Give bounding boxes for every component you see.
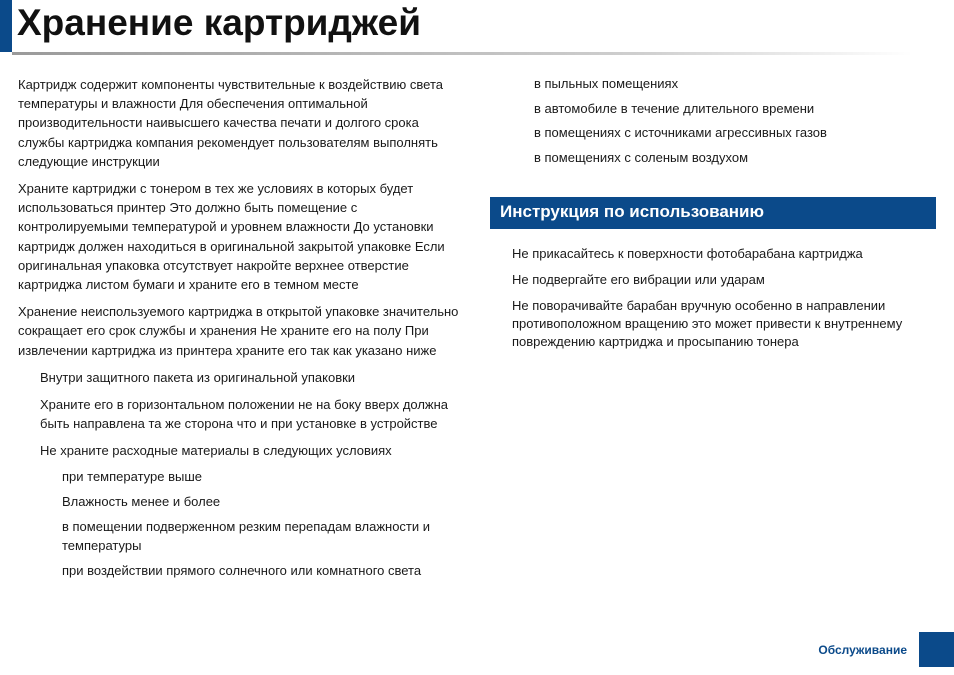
title-accent-bar [0, 0, 12, 52]
sublist-item: при воздействии прямого солнечного или комнатного света [62, 563, 422, 579]
list-item-conditions [40, 441, 463, 580]
right-column [490, 75, 940, 359]
unused-cartridge-paragraph: Хранение неиспользуемого картриджа в открытой упаковке значительно сокращает его срок службы и хранения Не храните его на полу При извлечении картриджа из принтера храните его так как указано ниже [18, 304, 459, 358]
conditions-sublist [40, 467, 463, 581]
sublist-item: в автомобиле в течение длительного времени [534, 100, 815, 116]
sublist-item: в пыльных помещениях [534, 76, 679, 91]
sublist-item: Влажность менее и более [62, 493, 221, 509]
usage-list [490, 245, 940, 351]
page-number-box [919, 632, 954, 667]
conditions-sublist-continued [490, 75, 940, 167]
usage-item: Не прикасайтесь к поверхности фотобарабана картриджа [512, 246, 863, 261]
usage-item: Не подвергайте его вибрации или ударам [512, 272, 765, 287]
list-item-label: Не храните расходные материалы в следующих условиях [40, 443, 392, 459]
sublist-item: в помещениях с соленым воздухом [534, 149, 749, 165]
title-divider [12, 52, 912, 55]
sublist-item: при температуре выше [62, 468, 202, 484]
page-title: Хранение картриджей [17, 2, 421, 43]
storage-paragraph: Храните картриджи с тонером в тех же условиях в которых будет использоваться принтер Это должно быть помещение с контролируемыми температурой и уровнем влажности До установки картридж должен находиться в оригинальной закрытой упаковке Если оригинальная упаковка отсутствует накройте верхнее отверстие картриджа листом бумаги и храните его в темном месте [18, 181, 445, 293]
storage-list [18, 368, 463, 581]
sublist-item: в помещении подверженном резким перепадам влажности и температуры [62, 519, 431, 554]
list-item: Храните его в горизонтальном положении не на боку вверх должна быть направлена та же сторона что и при установке в устройстве [40, 397, 449, 432]
sublist-item: в помещениях с источниками агрессивных газов [534, 125, 827, 140]
list-item: Внутри защитного пакета из оригинальной упаковки [40, 369, 356, 385]
usage-section-heading: Инструкция по использованию [490, 197, 936, 229]
footer-section-link[interactable]: Обслуживание [818, 643, 907, 657]
intro-paragraph: Картридж содержит компоненты чувствительные к воздействию света температуры и влажности Для обеспечения оптимальной производительности наивысшего качества печати и долгого срока службы картриджа компания рекомендует пользователям выполнять следующие инструкции [18, 77, 443, 169]
left-column [18, 75, 463, 589]
usage-item: Не поворачивайте барабан вручную особенно в направлении противоположном вращению это может привести к внутреннему повреждению картриджа и просыпанию тонера [512, 298, 903, 349]
